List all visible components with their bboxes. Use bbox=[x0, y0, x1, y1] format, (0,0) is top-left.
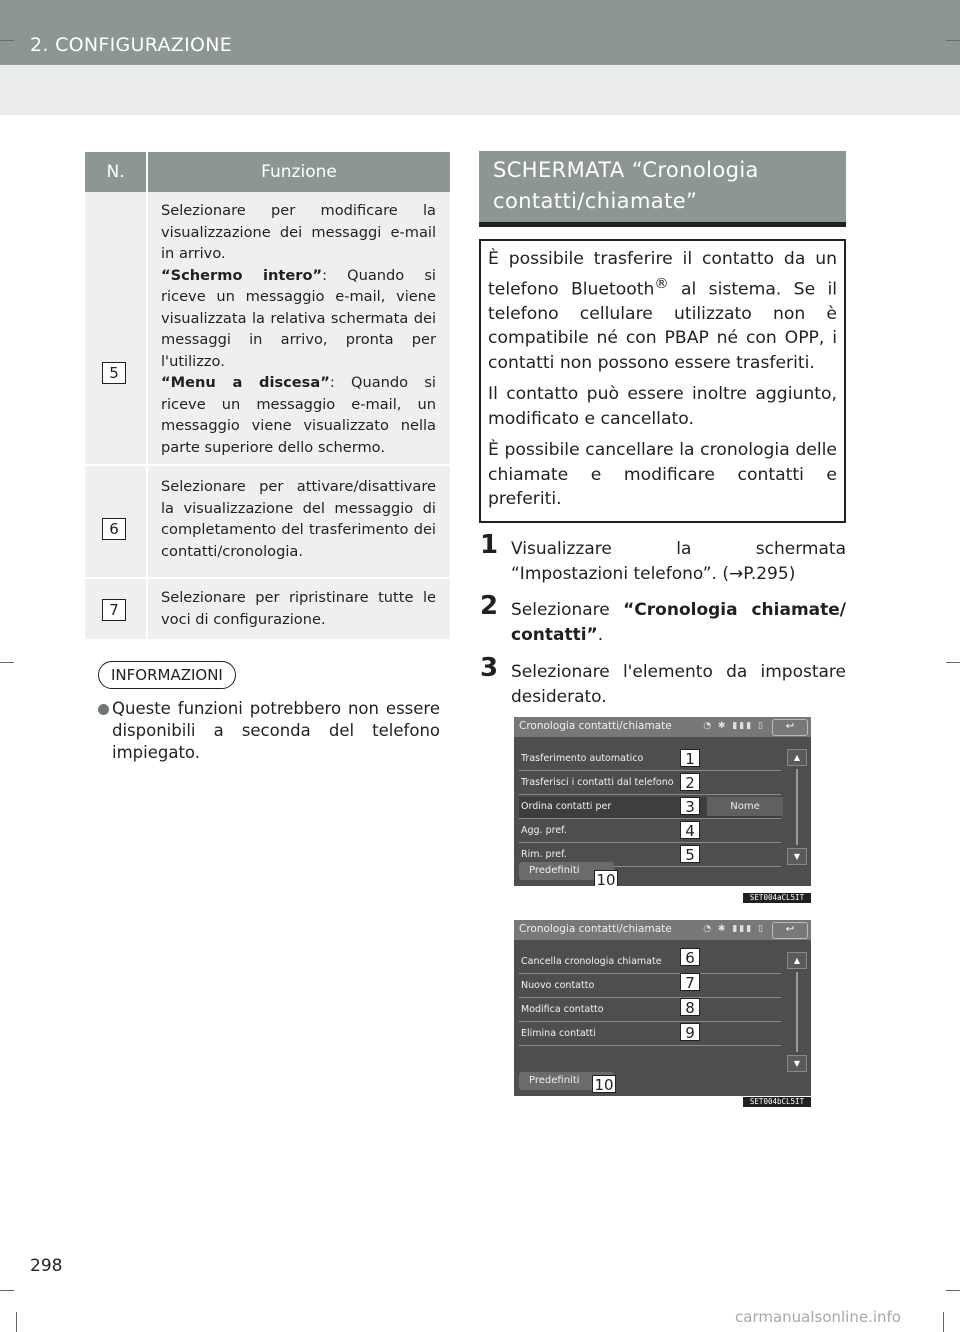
back-button[interactable]: ↩ bbox=[772, 719, 808, 736]
menu-item-clear-call-history[interactable]: Cancella cronologia chiamate bbox=[519, 952, 781, 974]
callout-number: 10 bbox=[592, 1075, 616, 1093]
callout-number: 4 bbox=[680, 821, 700, 839]
column-header-number: N. bbox=[85, 152, 148, 192]
crop-mark bbox=[0, 40, 14, 41]
sort-value: Nome bbox=[707, 797, 783, 816]
header-band bbox=[0, 65, 960, 115]
default-button[interactable]: Predefiniti bbox=[519, 1072, 614, 1090]
row-number-badge: 7 bbox=[102, 599, 126, 621]
status-icons: ◔ ✱ ▮▮▮ ▯ bbox=[703, 924, 765, 934]
menu-item-add-favorite[interactable]: Agg. pref. bbox=[519, 821, 781, 843]
callout-number: 5 bbox=[680, 845, 700, 863]
column-header-function: Funzione bbox=[261, 162, 337, 182]
menu-item-new-contact[interactable]: Nuovo contatto bbox=[519, 976, 781, 998]
callout-number: 1 bbox=[680, 749, 700, 767]
callout-number: 9 bbox=[680, 1023, 700, 1041]
table-header bbox=[85, 152, 450, 192]
callout-number: 8 bbox=[680, 998, 700, 1016]
row-number-badge: 5 bbox=[102, 362, 126, 384]
crop-mark bbox=[946, 662, 960, 663]
callout-number: 3 bbox=[680, 797, 700, 815]
figure-code: SET004bCL5IT bbox=[743, 1097, 811, 1107]
crop-mark bbox=[16, 1312, 17, 1332]
section-title: 2. CONFIGURAZIONE bbox=[30, 34, 233, 56]
crop-mark bbox=[946, 1290, 960, 1291]
callout-number: 2 bbox=[680, 773, 700, 791]
info-bullet: Queste funzioni potrebbero non essere disponibili a seconda del telefono impiegato. bbox=[98, 698, 440, 764]
note-box: È possibile trasferire il contatto da un telefono Bluetooth® al sistema. Se il telefono cellulare utilizzato non è compatibile né con PBAP né con OPP, i contatti non possono essere trasferiti. Il contatto può essere inoltre aggiunto, modificato e cancellato. È possibile cancellare la cronologia delle chiamate e modificare contatti e preferiti. bbox=[479, 239, 846, 523]
table-row bbox=[85, 466, 450, 579]
heading-underline bbox=[479, 222, 846, 227]
function-table bbox=[85, 152, 450, 641]
screenshot-contacts-history-2 bbox=[514, 920, 811, 1096]
menu-item-edit-contact[interactable]: Modifica contatto bbox=[519, 1000, 781, 1022]
menu-item-delete-contacts[interactable]: Elimina contatti bbox=[519, 1024, 781, 1046]
scroll-up-button[interactable]: ▲ bbox=[787, 749, 807, 766]
scrollbar[interactable] bbox=[787, 952, 807, 1072]
step-2: 2 Selezionare “Cronologia chiamate/ contatti”. bbox=[480, 591, 847, 645]
screen-section-heading: SCHERMATA “Cronologia contatti/chiamate” bbox=[479, 151, 846, 223]
watermark: carmanualsonline.info bbox=[735, 1308, 901, 1326]
scrollbar[interactable] bbox=[787, 749, 807, 865]
crop-mark bbox=[946, 40, 960, 41]
menu-item-sort-contacts[interactable]: Ordina contatti per bbox=[519, 797, 781, 819]
screen-title-bar: Cronologia contatti/chiamate ◔ ✱ ▮▮▮ ▯ ↩ bbox=[514, 717, 811, 737]
menu-item-remove-favorite[interactable]: Rim. pref. bbox=[519, 845, 781, 867]
menu-item-auto-transfer[interactable]: Trasferimento automatico bbox=[519, 749, 781, 771]
menu-item-transfer-contacts[interactable]: Trasferisci i contatti dal telefono bbox=[519, 773, 781, 795]
callout-number: 6 bbox=[680, 948, 700, 966]
page-header bbox=[0, 0, 960, 65]
page-number: 298 bbox=[30, 1256, 63, 1276]
row-description: Selezionare per ripristinare tutte le voci di configurazione. bbox=[161, 589, 436, 628]
scroll-track bbox=[796, 972, 798, 1052]
crop-mark bbox=[943, 1312, 944, 1332]
back-button[interactable]: ↩ bbox=[772, 922, 808, 939]
figure-code: SET004aCL5IT bbox=[743, 893, 811, 903]
scroll-track bbox=[796, 769, 798, 845]
row-description: Selezionare per modificare la visualizzazione dei messaggi e-mail in arrivo. “Schermo intero”: Quando si riceve un messaggio e-mail, viene visualizzata la relativa schermata dei messaggi in arrivo, pronta per l'utilizzo. “Menu a discesa”: Quando si riceve un messaggio e-mail, un messaggio viene visualizzato nella parte superiore dello schermo. bbox=[161, 202, 436, 456]
row-number-badge: 6 bbox=[102, 518, 126, 540]
scroll-down-button[interactable]: ▼ bbox=[787, 1055, 807, 1072]
crop-mark bbox=[0, 1290, 14, 1291]
step-1: 1 Visualizzare la schermata “Impostazioni telefono”. (→P.295) bbox=[480, 530, 846, 584]
table-row bbox=[85, 192, 450, 466]
step-3: 3 Selezionare l'elemento da impostare desiderato. bbox=[480, 653, 846, 707]
screen-title-bar: Cronologia contatti/chiamate ◔ ✱ ▮▮▮ ▯ ↩ bbox=[514, 920, 811, 940]
screenshot-contacts-history-1 bbox=[514, 717, 811, 886]
scroll-down-button[interactable]: ▼ bbox=[787, 848, 807, 865]
row-description: Selezionare per attivare/disattivare la visualizzazione del messaggio di completamento del trasferimento dei contatti/cronologia. bbox=[161, 478, 436, 560]
crop-mark bbox=[0, 662, 14, 663]
callout-number: 10 bbox=[594, 870, 618, 886]
info-label: INFORMAZIONI bbox=[98, 661, 236, 689]
table-row bbox=[85, 579, 450, 641]
bullet-icon bbox=[98, 704, 109, 715]
default-button[interactable]: Predefiniti bbox=[519, 862, 614, 880]
callout-number: 7 bbox=[680, 973, 700, 991]
scroll-up-button[interactable]: ▲ bbox=[787, 952, 807, 969]
status-icons: ◔ ✱ ▮▮▮ ▯ bbox=[703, 721, 765, 731]
